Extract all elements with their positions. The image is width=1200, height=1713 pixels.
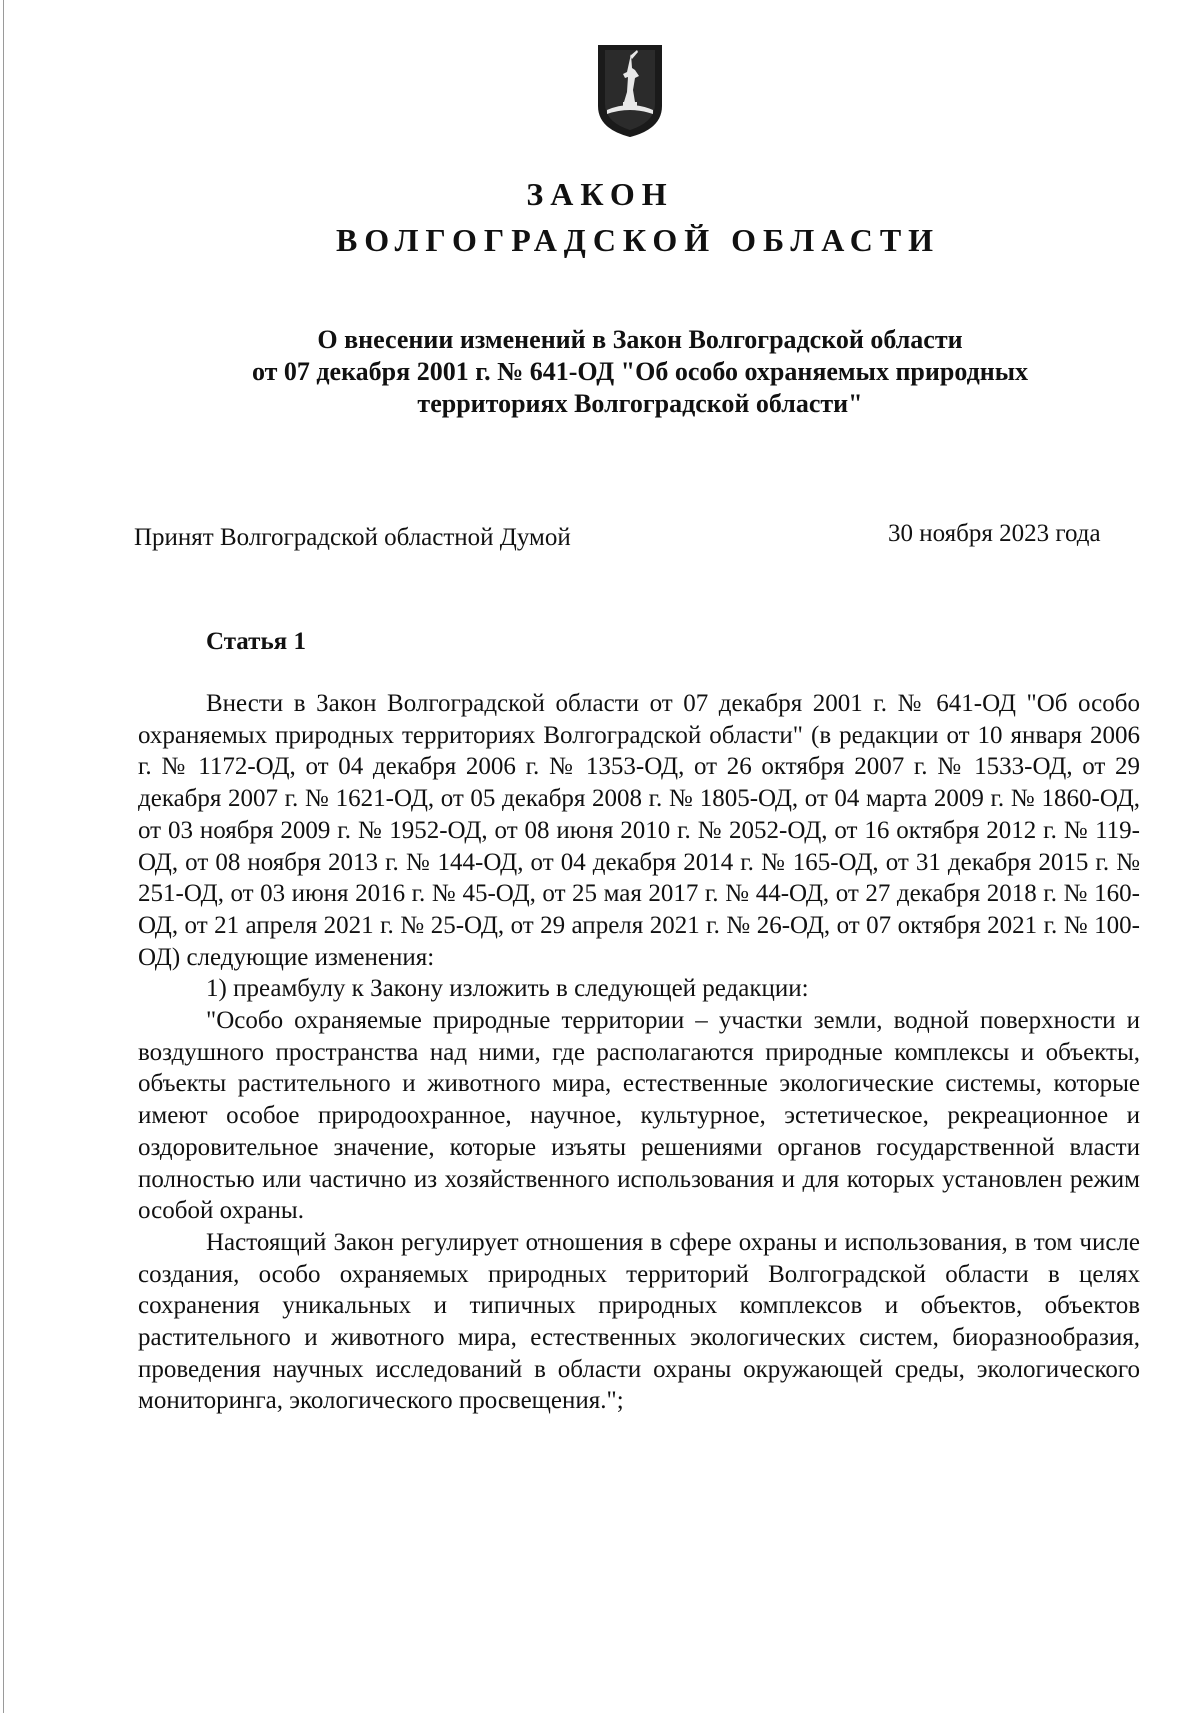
article-paragraph-preamble-def: "Особо охраняемые природные территории – участки земли, водной поверхности и воздушного пространства над ними, где располагаются природные комплексы и объекты, объекты растительного и животного мира, естественные экологические системы, которые имеют особое природоохранное, научное, культурное, эстетическое, рекреационное и оздоровительное значение, которые изъяты решениями органов государственной власти полностью или частично из хозяйственного использования и для которых установлен режим особой охраны. bbox=[138, 1007, 1140, 1225]
article-title: Статья 1 bbox=[206, 628, 306, 655]
volgograd-coat-of-arms-icon bbox=[597, 44, 663, 138]
subject-line-1: О внесении изменений в Закон Волгоградской области bbox=[317, 325, 963, 354]
subject-line-3: территориях Волгоградской области" bbox=[417, 389, 863, 418]
adoption-date: 30 ноября 2023 года bbox=[888, 520, 1101, 547]
scan-edge-line bbox=[3, 0, 4, 1713]
article-paragraph-item-1: 1) преамбулу к Закону изложить в следующей редакции: bbox=[206, 975, 809, 1003]
subject-line-2: от 07 декабря 2001 г. № 641-ОД "Об особо охраняемых природных bbox=[251, 357, 1029, 386]
law-title: ЗАКОН bbox=[526, 176, 674, 212]
law-subject bbox=[150, 324, 1130, 420]
adoption-text: Принят Волгоградской областной Думой bbox=[134, 524, 571, 551]
law-region-title: ВОЛГОГРАДСКОЙ ОБЛАСТИ bbox=[335, 222, 941, 258]
article-paragraph-preamble-scope: Настоящий Закон регулирует отношения в сфере охраны и использования, в том числе создания, особо охраняемых природных территорий Волгоградской области в целях сохранения уникальных и типичных природных комплексов и объектов, объектов растительного и животного мира, естественных экологических систем, биоразнообразия, проведения научных исследований в области охраны окружающей среды, экологического мониторинга, экологического просвещения."; bbox=[138, 1228, 1140, 1415]
article-paragraph-amendments: Внести в Закон Волгоградской области от 07 декабря 2001 г. № 641-ОД "Об особо охраняемых природных территориях Волгоградской области" (в редакции от 10 января 2006 г. № 1172-ОД, от 04 декабря 2006 г. № 1353-ОД, от 26 октября 2007 г. № 1533-ОД, от 29 декабря 2007 г. № 1621-ОД, от 05 декабря 2008 г. № 1805-ОД, от 04 марта 2009 г. № 1860-ОД, от 03 ноября 2009 г. № 1952-ОД, от 08 июня 2010 г. № 2052-ОД, от 16 октября 2012 г. № 119-ОД, от 08 ноября 2013 г. № 144-ОД, от 04 декабря 2014 г. № 165-ОД, от 31 декабря 2015 г. № 251-ОД, от 03 июня 2016 г. № 45-ОД, от 25 мая 2017 г. № 44-ОД, от 27 декабря 2018 г. № 160-ОД, от 21 апреля 2021 г. № 25-ОД, от 29 апреля 2021 г. № 26-ОД, от 07 октября 2021 г. № 100-ОД) следующие изменения: bbox=[138, 690, 1140, 971]
article-body bbox=[138, 688, 1140, 1417]
